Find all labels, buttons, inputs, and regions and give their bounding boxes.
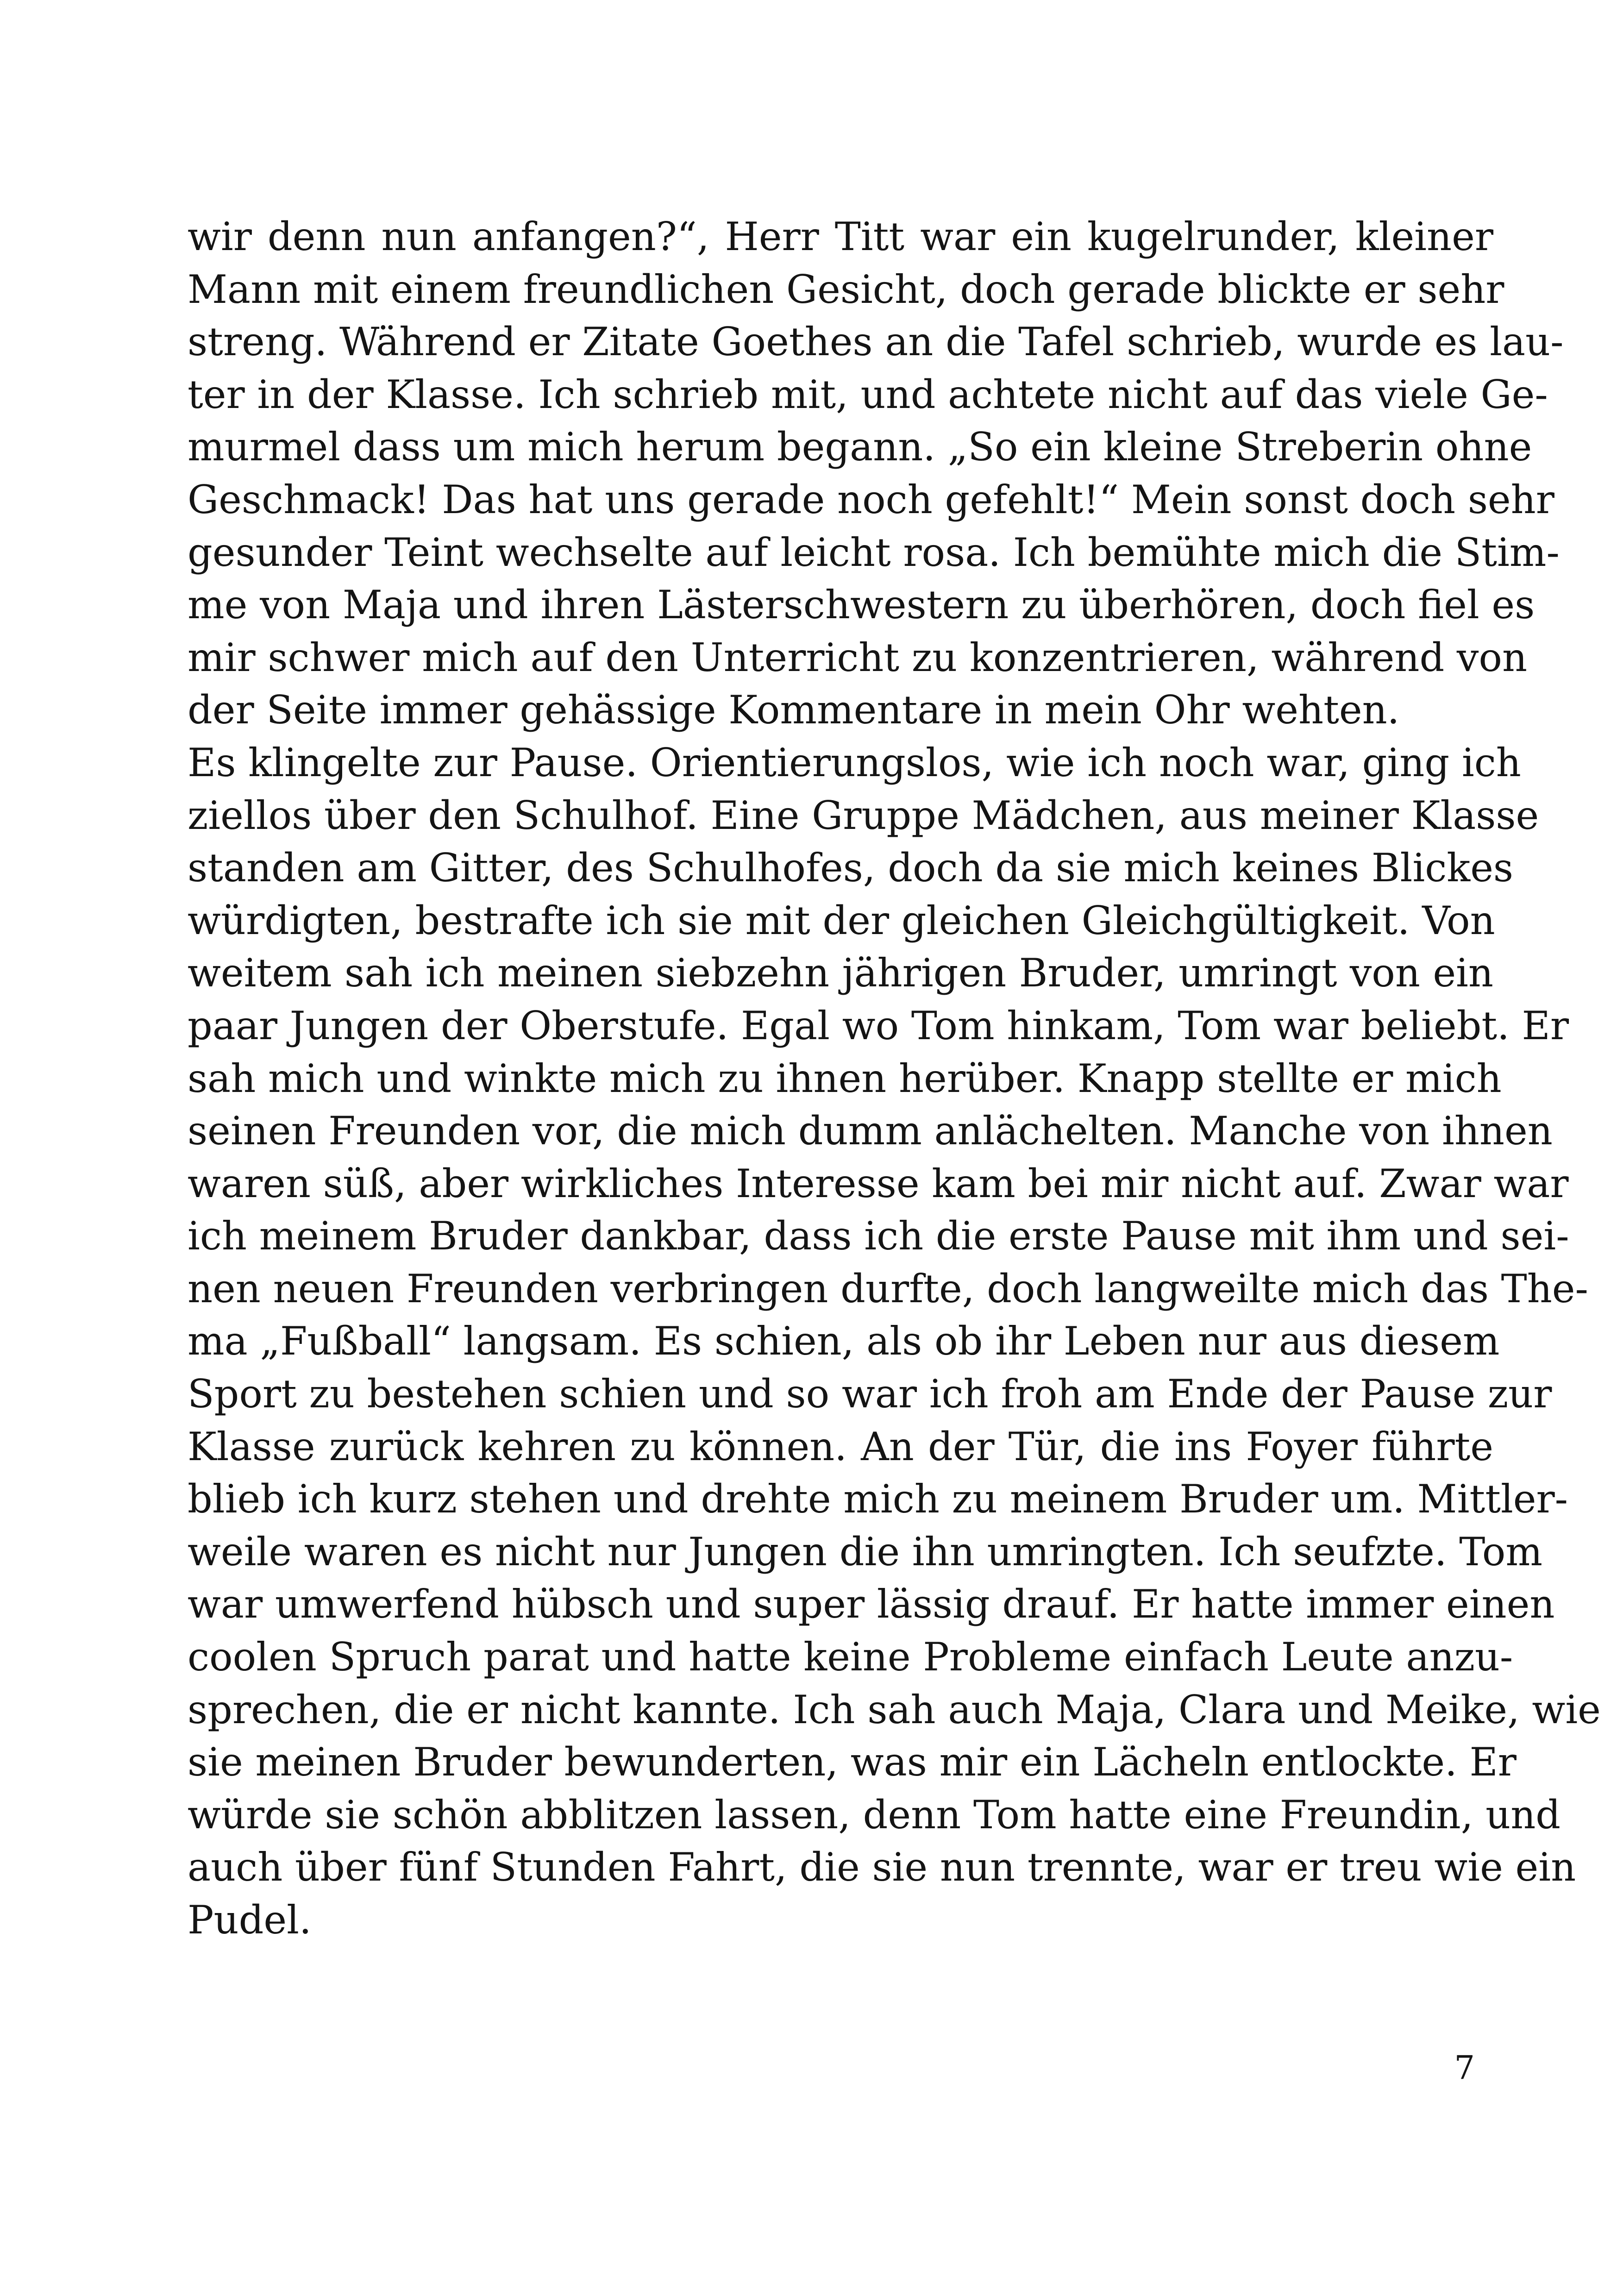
text-line: standen am Gitter, des Schulhofes, doch da sie mich keines Blickes: [188, 845, 1514, 891]
text-line: weitem sah ich meinen siebzehn jährigen Bruder, umringt von ein: [188, 950, 1493, 996]
text-line: ziellos über den Schulhof. Eine Gruppe Mädchen, aus meiner Klasse: [188, 792, 1539, 838]
text-line: sie meinen Bruder bewunderten, was mir ein Lächeln entlockte. Er: [188, 1739, 1517, 1785]
text-line: mir schwer mich auf den Unterricht zu konzentrieren, während von: [188, 634, 1528, 680]
text-line: würde sie schön abblitzen lassen, denn Tom hatte eine Freundin, und: [188, 1792, 1561, 1838]
body-text: [188, 211, 1601, 1947]
text-line: streng. Während er Zitate Goethes an die Tafel schrieb, wurde es lau-: [188, 319, 1564, 365]
text-line: ter in der Klasse. Ich schrieb mit, und achtete nicht auf das viele Ge-: [188, 371, 1548, 417]
page-number: 7: [1454, 2049, 1475, 2087]
text-line: coolen Spruch parat und hatte keine Probleme einfach Leute anzu-: [188, 1634, 1513, 1680]
text-line: seinen Freunden vor, die mich dumm anlächelten. Manche von ihnen: [188, 1108, 1553, 1154]
text-line: nen neuen Freunden verbringen durfte, doch langweilte mich das The-: [188, 1266, 1588, 1311]
text-line: Klasse zurück kehren zu können. An der Tür, die ins Foyer führte: [188, 1424, 1493, 1469]
text-line: Es klingelte zur Pause. Orientierungslos, wie ich noch war, ging ich: [188, 740, 1521, 785]
text-line: auch über fünf Stunden Fahrt, die sie nun trennte, war er treu wie ein: [188, 1844, 1576, 1890]
text-line: Geschmack! Das hat uns gerade noch gefehlt!“ Mein sonst doch sehr: [188, 477, 1554, 522]
text-line: der Seite immer gehässige Kommentare in mein Ohr wehten.: [188, 687, 1400, 733]
paragraph: [188, 737, 1601, 1947]
text-line: war umwerfend hübsch und super lässig drauf. Er hatte immer einen: [188, 1581, 1555, 1627]
text-line: sah mich und winkte mich zu ihnen herüber. Knapp stellte er mich: [188, 1055, 1502, 1101]
text-line: blieb ich kurz stehen und drehte mich zu meinem Bruder um. Mittler-: [188, 1476, 1568, 1522]
text-line: gesunder Teint wechselte auf leicht rosa. Ich bemühte mich die Stim-: [188, 529, 1560, 575]
paragraph: [188, 211, 1564, 737]
text-line: me von Maja und ihren Lästerschwestern zu überhören, doch fiel es: [188, 582, 1535, 628]
text-line: ich meinem Bruder dankbar, dass ich die erste Pause mit ihm und sei-: [188, 1213, 1569, 1259]
text-line: Mann mit einem freundlichen Gesicht, doch gerade blickte er sehr: [188, 266, 1504, 312]
text-line: wir denn nun anfangen?“, Herr Titt war ein kugelrunder, kleiner: [188, 214, 1493, 259]
text-line: waren süß, aber wirkliches Interesse kam bei mir nicht auf. Zwar war: [188, 1161, 1569, 1206]
text-line: würdigten, bestrafte ich sie mit der gleichen Gleichgültigkeit. Von: [188, 897, 1495, 943]
text-line: weile waren es nicht nur Jungen die ihn umringten. Ich seufzte. Tom: [188, 1529, 1543, 1575]
text-line: paar Jungen der Oberstufe. Egal wo Tom hinkam, Tom war beliebt. Er: [188, 1003, 1569, 1048]
text-line: Sport zu bestehen schien und so war ich froh am Ende der Pause zur: [188, 1371, 1552, 1417]
text-line: ma „Fußball“ langsam. Es schien, als ob ihr Leben nur aus diesem: [188, 1318, 1500, 1364]
text-line: Pudel.: [188, 1897, 312, 1943]
text-line: murmel dass um mich herum begann. „So ein kleine Streberin ohne: [188, 424, 1532, 470]
text-line: sprechen, die er nicht kannte. Ich sah auch Maja, Clara und Meike, wie: [188, 1687, 1601, 1732]
